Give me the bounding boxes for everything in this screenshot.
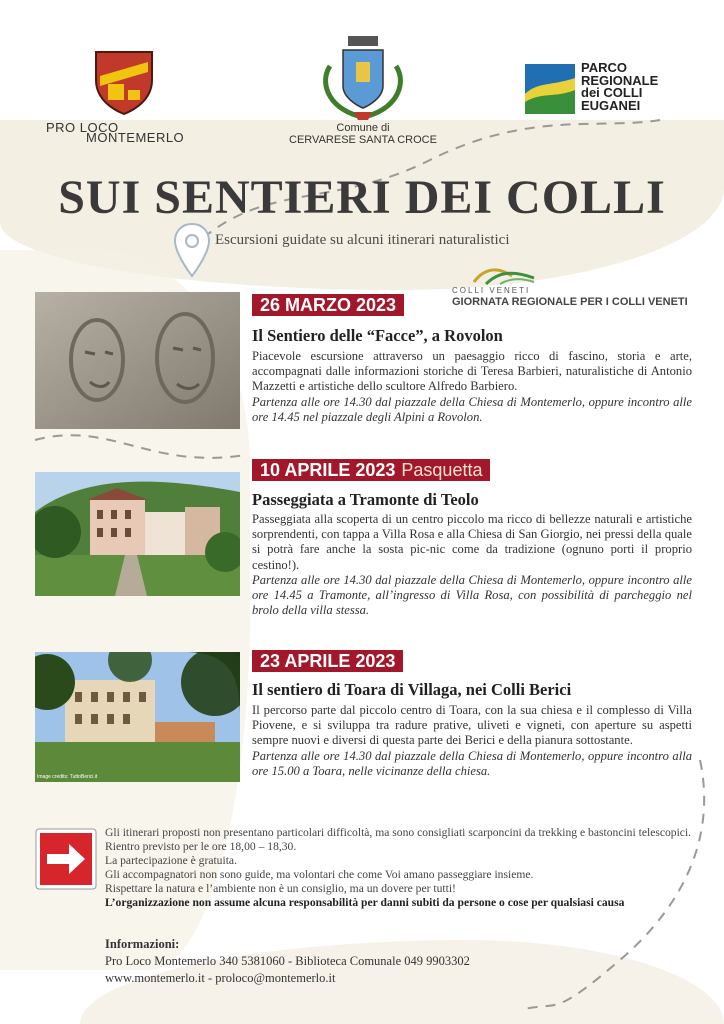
event-3-meeting-info: Partenza alle ore 14.30 dal piazzale della Chiesa di Montemerlo, oppure incontro alla ore 15.00 a Toara, nelle vicinanze della chiesa. bbox=[252, 748, 692, 778]
event-3-title: Il sentiero di Toara di Villaga, nei Colli Berici bbox=[252, 680, 572, 699]
event-1-date-badge bbox=[252, 294, 404, 316]
proloco-line1: PRO LOCO bbox=[46, 120, 119, 135]
parco-hills-icon bbox=[525, 64, 575, 114]
event-2-body: Passeggiata alla scoperta di un centro piccolo ma ricco di bellezze naturali e artistiche sorprendenti, con tappa a Villa Rosa e alla Chiesa di San Giorgio, nei pressi della quale si potrà fare anche la sosta pic-nic come da tradizione (ognuno porti il proprio cestino!). bbox=[252, 512, 692, 572]
event-3-date-badge bbox=[252, 650, 403, 672]
location-pin-icon bbox=[172, 222, 212, 280]
contact-info bbox=[105, 936, 470, 987]
info-disclaimer: L’organizzazione non assume alcuna responsabilità per danni subiti da persone o cose per qualsiasi causa bbox=[105, 896, 625, 909]
rock-faces-carving-icon bbox=[35, 292, 240, 429]
event-1-photo bbox=[35, 292, 240, 429]
comune-line2: CERVARESE SANTA CROCE bbox=[289, 134, 437, 146]
event-2-date: 10 APRILE 2023 bbox=[260, 460, 396, 480]
event-2-meeting-info: Partenza alle ore 14.30 dal piazzale della Chiesa di Montemerlo, oppure incontro alle ore 14.45 a Tramonte, all’ingresso di Villa Rosa, con possibilità di parcheggio nel brolo della villa stessa. bbox=[252, 572, 692, 618]
event-2-extra-label: Pasquetta bbox=[401, 460, 483, 480]
event-1-description bbox=[252, 349, 692, 425]
page-title: SUI SENTIERI DEI COLLI bbox=[58, 171, 666, 224]
info-note-3: Gli accompagnatori non sono guide, ma volontari che come Voi amano passeggiare insieme. bbox=[105, 868, 534, 881]
contact-label: Informazioni: bbox=[105, 937, 180, 951]
event-3-image-credit: Image credits: TuttoBerici.it bbox=[37, 774, 98, 780]
comune-line1: Comune di bbox=[336, 122, 390, 134]
parco-line4: EUGANEI bbox=[581, 97, 641, 113]
event-3-photo bbox=[35, 652, 240, 782]
colli-veneti-tag: GIORNATA REGIONALE PER I COLLI VENETI bbox=[452, 296, 688, 308]
proloco-logo bbox=[46, 50, 206, 150]
info-note-1: Gli itinerari proposti non presentano particolari difficoltà, ma sono consigliati scarponcini da trekking e bastoncini telescopici. Rientro previsto per le ore 18,00 – 18,30. bbox=[105, 826, 692, 853]
colli-veneti-brand: COLLI VENETI bbox=[452, 286, 531, 295]
event-2-date-badge bbox=[252, 459, 490, 481]
event-3-description bbox=[252, 703, 692, 779]
colli-veneti-logo bbox=[452, 262, 692, 312]
proloco-line2: MONTEMERLO bbox=[86, 130, 185, 145]
info-notes bbox=[105, 826, 695, 910]
parco-logo bbox=[525, 62, 695, 116]
comune-logo bbox=[283, 36, 443, 146]
colli-veneti-hills-icon bbox=[472, 262, 536, 286]
arrow-right-sign-icon bbox=[35, 828, 97, 890]
proloco-shield-icon bbox=[94, 50, 154, 116]
event-2-title: Passeggiata a Tramonte di Teolo bbox=[252, 490, 479, 509]
toara-villa-icon bbox=[35, 652, 240, 782]
parco-line3: dei COLLI bbox=[581, 85, 643, 100]
parco-line1: PARCO bbox=[581, 60, 627, 75]
page-subtitle: Escursioni guidate su alcuni itinerari naturalistici bbox=[215, 232, 510, 248]
contact-web-email: www.montemerlo.it - proloco@montemerlo.it bbox=[105, 971, 336, 985]
info-note-4: Rispettare la natura e l’ambiente non è un consiglio, ma un dovere per tutti! bbox=[105, 882, 456, 895]
info-note-2: La partecipazione è gratuita. bbox=[105, 854, 237, 867]
parco-line2: REGIONALE bbox=[581, 72, 659, 88]
contact-phones: Pro Loco Montemerlo 340 5381060 - Biblioteca Comunale 049 9903302 bbox=[105, 954, 470, 968]
event-2-description bbox=[252, 512, 692, 618]
event-1-date: 26 MARZO 2023 bbox=[260, 295, 397, 315]
event-3-body: Il percorso parte dal piccolo centro di Toara, con la sua chiesa e il complesso di Villa Piovene, e si sviluppa tra radure prative, uliveti e vigneti, con aperture su aspetti sempre nuovi e diversi di questa parte dei Berici e della pianura sottostante. bbox=[252, 703, 692, 748]
event-2-photo bbox=[35, 472, 240, 596]
event-1-body: Piacevole escursione attraverso un paesaggio ricco di fascino, storia e arte, accompagnati dalle informazioni storiche di Teresa Barbieri, naturalistiche di Antonio Mazzetti e artistiche dello scultore Alfredo Barbiero. bbox=[252, 349, 692, 394]
comune-crest-icon bbox=[318, 36, 408, 122]
event-1-title: Il Sentiero delle “Facce”, a Rovolon bbox=[252, 326, 503, 345]
villa-rosa-icon bbox=[35, 472, 240, 596]
event-1-meeting-info: Partenza alle ore 14.30 dal piazzale della Chiesa di Montemerlo, oppure incontro alle ore 14.45 nel piazzale degli Alpini a Rovolon. bbox=[252, 394, 692, 424]
event-3-date: 23 APRILE 2023 bbox=[260, 651, 396, 671]
